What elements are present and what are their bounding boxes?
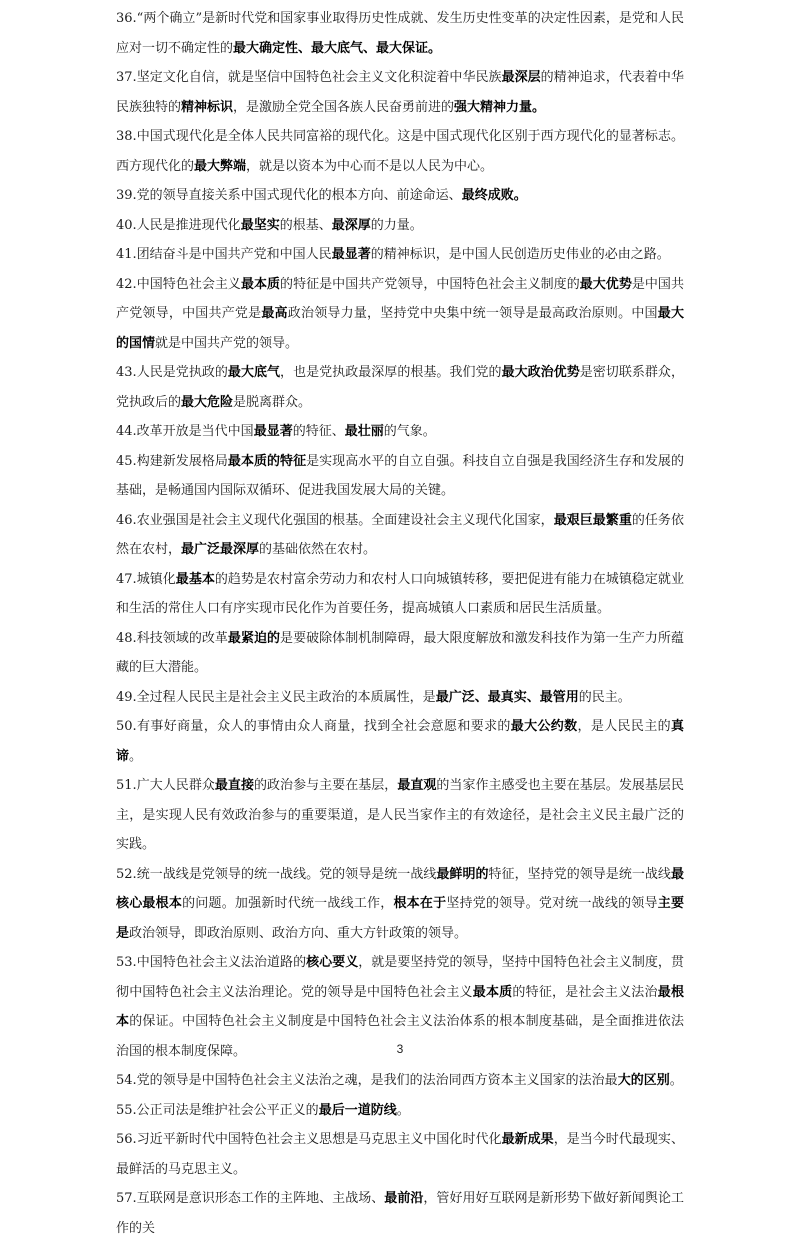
text-run: 的趋势是农村富余劳动力和农村人口向城镇转移，要把促进有能力在城镇稳定就业和生活的常住人口有序实现市民化作为首要任务，提高城镇人口素质和居民生活质量。 <box>116 571 684 616</box>
text-run: 是脱离群众。 <box>233 394 312 410</box>
text-run: 55.公正司法是维护社会公平正义的 <box>116 1102 319 1118</box>
text-run: 特征，坚持党的领导是统一战线 <box>488 866 671 882</box>
text-run: 39.党的领导直接关系中国式现代化的根本方向、前途命运、 <box>116 188 462 203</box>
text-run: 。 <box>129 748 143 764</box>
list-item <box>116 211 684 241</box>
bold-keyword: 最显著 <box>253 424 293 439</box>
bold-keyword: 最新成果 <box>501 1132 554 1147</box>
bold-keyword: 最直观 <box>397 778 437 793</box>
bold-keyword: 最显著 <box>331 247 371 262</box>
list-item <box>116 447 684 506</box>
bold-keyword: 最鲜明的 <box>436 866 489 882</box>
text-run: 政治领导力量，坚持党中央集中统一领导是最高政治原则。中国 <box>287 306 658 321</box>
bold-keyword: 最大底气 <box>227 365 281 380</box>
text-run: 36.“两个确立”是新时代党和国家事业取得历史性成就、发生历史性变革的决定性因素，是党和人民应对一切不确定性的 <box>116 11 684 56</box>
text-run: 的精神标识，是中国人民创造历史伟业的必由之路。 <box>370 247 670 262</box>
bold-keyword: 最广泛最深厚 <box>181 542 260 557</box>
bold-keyword: 主要是 <box>116 896 684 941</box>
list-item <box>116 1096 684 1126</box>
text-run: 50.有事好商量，众人的事情由众人商量，找到全社会意愿和要求的 <box>116 719 511 734</box>
text-run: 的根基、 <box>279 217 332 233</box>
bold-keyword: 最后一道防线 <box>318 1102 397 1118</box>
text-run: 。 <box>669 1073 683 1088</box>
bold-keyword: 最艰巨最繁重 <box>553 512 632 528</box>
text-run: 52.统一战线是党领导的统一战线。党的领导是统一战线 <box>116 866 437 882</box>
text-run: 的力量。 <box>370 217 423 233</box>
list-item <box>116 1066 684 1096</box>
list-item <box>116 624 684 683</box>
text-run: 坚持党的领导。党对统一战线的领导 <box>446 896 658 911</box>
list-item <box>116 860 684 949</box>
bold-keyword: 根本在于 <box>393 896 447 911</box>
list-item <box>116 358 684 417</box>
text-run: 54.党的领导是中国特色社会主义法治之魂，是我们的法治同西方资本主义国家的法治最 <box>116 1073 618 1088</box>
text-run: 48.科技领域的改革 <box>116 630 228 646</box>
bold-keyword: 最大公约数 <box>510 719 578 734</box>
text-run: ，管好用好互联网是新形势下做好新闻舆论工作的关 <box>116 1191 684 1236</box>
list-item <box>116 712 684 771</box>
text-run: 43.人民是党执政的 <box>116 365 228 380</box>
text-run: ，是当今时代最现实、最鲜活的马克思主义。 <box>116 1132 684 1177</box>
bold-keyword: 最核心最根本 <box>116 866 684 911</box>
bold-keyword: 最大弊端 <box>194 158 247 174</box>
text-run: 政治领导，即政治原则、政治方向、重大方针政策的领导。 <box>129 925 468 941</box>
text-run: 47.城镇化 <box>116 571 176 587</box>
text-run: 的任务依然在农村， <box>116 512 684 557</box>
bold-keyword: 最本质的特征 <box>227 453 307 469</box>
text-run: 的精神追求，代表着中华民族独特的 <box>116 70 684 115</box>
bold-keyword: 最根本 <box>116 984 684 1029</box>
bold-keyword: 最深层 <box>501 70 541 85</box>
text-run: ，是人民民主的 <box>577 719 671 734</box>
list-item <box>116 122 684 181</box>
bold-keyword: 最本质 <box>472 984 513 1000</box>
numbered-statement-list <box>116 4 684 1243</box>
bold-keyword: 最大危险 <box>181 394 234 410</box>
text-run: 。 <box>396 1102 410 1118</box>
text-run: 41.团结奋斗是中国共产党和中国人民 <box>116 247 332 262</box>
text-run: 的气象。 <box>383 424 436 439</box>
bold-keyword: 最大政治优势 <box>501 365 580 380</box>
list-item <box>116 4 684 63</box>
text-run: 38.中国式现代化是全体人民共同富裕的现代化。这是中国式现代化区别于西方现代化的显著标志。西方现代化的 <box>116 129 684 174</box>
text-run: 的基础依然在农村。 <box>259 542 377 557</box>
bold-keyword: 最广泛、最真实、最管用 <box>435 689 579 705</box>
text-run: 40.人民是推进现代化 <box>116 217 241 233</box>
bold-keyword: 最本质 <box>240 276 281 292</box>
bold-keyword: 最壮丽 <box>344 424 384 439</box>
text-run: 是要破除体制机制障碍，最大限度解放和激发科技作为第一生产力所蕴藏的巨大潜能。 <box>116 630 684 675</box>
list-item <box>116 683 684 713</box>
text-run: 37.坚定文化自信，就是坚信中国特色社会主义文化积淀着中华民族 <box>116 70 502 85</box>
text-run: ，也是党执政最深厚的根基。我们党的 <box>280 365 502 380</box>
text-run: 的民主。 <box>578 689 631 705</box>
bold-keyword: 强大精神力量。 <box>454 99 546 115</box>
bold-keyword: 最终成败。 <box>461 188 527 203</box>
text-run: ，是激励全党全国各族人民奋勇前进的 <box>233 99 455 115</box>
list-item <box>116 1184 684 1243</box>
list-item <box>116 417 684 447</box>
list-item <box>116 506 684 565</box>
list-item <box>116 240 684 270</box>
bold-keyword: 最高 <box>261 306 288 321</box>
bold-keyword: 最紧迫的 <box>227 630 281 646</box>
text-run: 的特征、 <box>292 424 345 439</box>
text-run: 46.农业强国是社会主义现代化强国的根基。全面建设社会主义现代化国家， <box>116 512 554 528</box>
text-run: 57.互联网是意识形态工作的主阵地、主战场、 <box>116 1191 385 1206</box>
list-item <box>116 270 684 359</box>
bold-keyword: 真谛 <box>116 719 684 764</box>
text-run: 53.中国特色社会主义法治道路的 <box>116 955 307 970</box>
text-run: ，就是以资本为中心而不是以人民为中心。 <box>246 158 494 174</box>
text-run: 的当家作主感受也主要在基层。发展基层民主，是实现人民有效政治参与的重要渠道，是人民当家作主的有效途径，是社会主义民主最广泛的实践。 <box>116 778 684 852</box>
list-item <box>116 181 684 211</box>
text-run: ，就是要坚持党的领导，坚持中国特色社会主义制度，贯彻中国特色社会主义法治理论。党的领导是中国特色社会主义 <box>116 955 684 1000</box>
bold-keyword: 最前沿 <box>384 1191 424 1206</box>
text-run: 是密切联系群众，党执政后的 <box>116 365 684 410</box>
bold-keyword: 最大确定性、最大底气、最大保证。 <box>233 40 442 56</box>
bold-keyword: 最大优势 <box>579 276 632 292</box>
text-run: 的问题。加强新时代统一战线工作， <box>182 896 394 911</box>
list-item <box>116 565 684 624</box>
text-run: 是实现高水平的自立自强。科技自立自强是我国经济生存和发展的基础，是畅通国内国际双循环、促进我国发展大局的关键。 <box>116 453 684 498</box>
text-run: 51.广大人民群众 <box>116 778 215 793</box>
text-run: 44.改革开放是当代中国 <box>116 424 254 439</box>
bold-keyword: 最坚实 <box>240 217 280 233</box>
bold-keyword: 大的区别 <box>617 1073 670 1088</box>
text-run: 49.全过程人民民主是社会主义民主政治的本质属性，是 <box>116 689 436 705</box>
list-item <box>116 63 684 122</box>
text-run: 的特征，是社会主义法治 <box>512 984 658 1000</box>
bold-keyword: 最基本 <box>175 571 215 587</box>
list-item <box>116 1125 684 1184</box>
text-run: 就是中国共产党的领导。 <box>155 335 299 351</box>
text-run: 的特征是中国共产党领导，中国特色社会主义制度的 <box>280 276 580 292</box>
bold-keyword: 最深厚 <box>331 217 371 233</box>
text-run: 42.中国特色社会主义 <box>116 276 241 292</box>
bold-keyword: 精神标识 <box>181 99 234 115</box>
bold-keyword: 最大的国情 <box>116 306 684 351</box>
text-run: 45.构建新发展格局 <box>116 453 228 469</box>
text-run: 56.习近平新时代中国特色社会主义思想是马克思主义中国化时代化 <box>116 1132 502 1147</box>
text-run: 的政治参与主要在基层， <box>253 778 398 793</box>
page-number: 3 <box>396 1042 404 1056</box>
list-item <box>116 771 684 860</box>
text-run: 是中国共产党领导，中国共产党是 <box>116 276 684 321</box>
bold-keyword: 核心要义 <box>306 955 359 970</box>
text-run: 的保证。中国特色社会主义制度是中国特色社会主义法治体系的根本制度基础，是全面推进依法治国的根本制度保障。 <box>116 1014 684 1059</box>
bold-keyword: 最直接 <box>214 778 254 793</box>
